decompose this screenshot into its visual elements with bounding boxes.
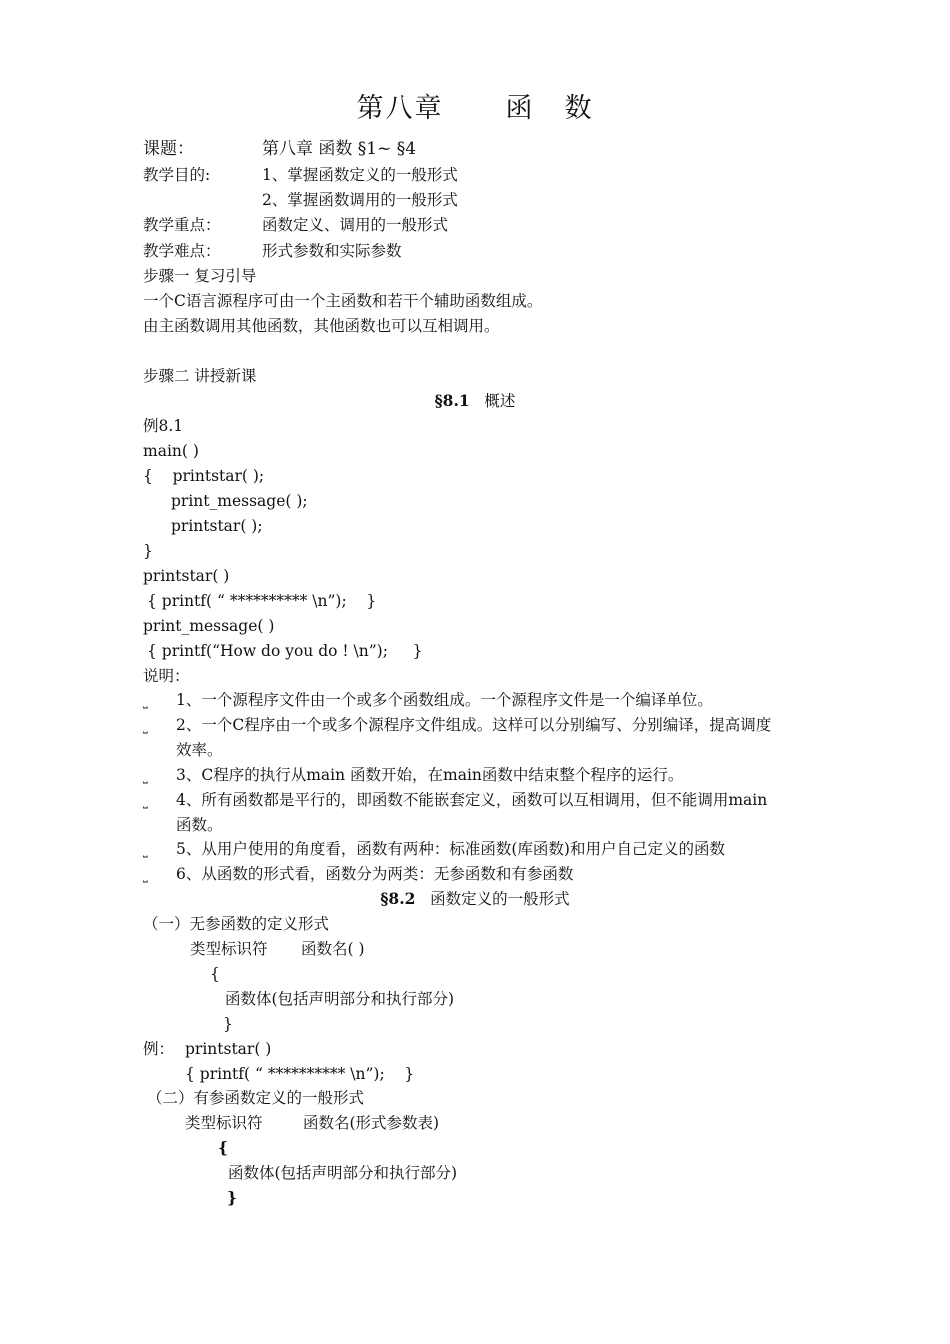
key-label: 教学重点： [143, 216, 221, 234]
form1-type: 类型标识符 [190, 940, 268, 958]
note-item-continued: 效率。 [176, 741, 223, 759]
goal-label: 教学目的: [143, 166, 211, 184]
code-line: main( ) [143, 442, 199, 460]
step2-heading: 步骤二 讲授新课 [143, 367, 257, 385]
note-item: 6、从函数的形式看，函数分为两类：无参函数和有参函数 [176, 865, 574, 883]
form2-heading: （二）有参函数定义的一般形式 [147, 1089, 365, 1107]
section-8-2-heading [0, 889, 950, 909]
form1-name: 函数名( ) [301, 940, 365, 958]
form1-heading: （一）无参函数的定义形式 [143, 915, 330, 933]
difficulty-label: 教学难点： [143, 242, 221, 260]
bullet-icon: ⎵ [143, 795, 148, 809]
chapter-title-part1: 第八章 [356, 93, 444, 124]
difficulty-value: 形式参数和实际参数 [262, 242, 402, 260]
section-8-1-number: §8.1 [434, 391, 470, 410]
step1-line2: 由主函数调用其他函数，其他函数也可以互相调用。 [143, 317, 500, 335]
code-line: { printstar( ); [143, 467, 265, 485]
bullet-icon: ⎵ [143, 869, 148, 883]
step1-line1: 一个C语言源程序可由一个主函数和若干个辅助函数组成。 [143, 292, 543, 310]
code-line: printstar( ); [171, 517, 263, 535]
example2-label: 例： [143, 1040, 175, 1058]
code-line: printstar( ) [143, 567, 230, 585]
bullet-icon: ⎵ [143, 770, 148, 784]
form2-body: 函数体(包括声明部分和执行部分) [228, 1164, 458, 1182]
section-8-1-name: 概述 [484, 392, 516, 410]
section-8-2-number: §8.2 [380, 889, 416, 908]
note-item: 3、C程序的执行从main 函数开始，在main函数中结束整个程序的运行。 [176, 766, 684, 784]
topic-label: 课题： [143, 139, 194, 159]
form1-close-brace: } [223, 1015, 233, 1033]
form2-name: 函数名(形式参数表) [303, 1114, 440, 1132]
chapter-title-part3: 数 [564, 93, 594, 124]
topic-value: 第八章 函数 §1~ §4 [262, 139, 417, 159]
form2-type: 类型标识符 [185, 1114, 263, 1132]
note-item-continued: 函数。 [176, 816, 223, 834]
example2-line1: printstar( ) [185, 1040, 272, 1058]
bullet-icon: ⎵ [143, 844, 148, 858]
goal-item-2: 2、掌握函数调用的一般形式 [262, 191, 458, 209]
chapter-title [0, 86, 950, 125]
note-item: 1、一个源程序文件由一个或多个函数组成。一个源程序文件是一个编译单位。 [176, 691, 713, 709]
code-line: print_message( ) [143, 617, 275, 635]
form2-open-brace: { [218, 1138, 228, 1157]
notes-label: 说明： [143, 667, 190, 685]
section-8-2-name: 函数定义的一般形式 [430, 890, 570, 908]
note-item: 5、从用户使用的角度看，函数有两种：标准函数(库函数)和用户自己定义的函数 [176, 840, 725, 858]
code-line: print_message( ); [171, 492, 308, 510]
key-value: 函数定义、调用的一般形式 [262, 216, 449, 234]
example2-line2: { printf( “ ********** \n”); } [185, 1065, 415, 1083]
code-line: { printf( “ ********** \n”); } [147, 592, 377, 610]
note-item: 2、一个C程序由一个或多个源程序文件组成。这样可以分别编写、分别编译，提高调度 [176, 716, 772, 734]
goal-item-1: 1、掌握函数定义的一般形式 [262, 166, 458, 184]
form1-body: 函数体(包括声明部分和执行部分) [225, 990, 455, 1008]
section-8-1-heading [0, 391, 950, 411]
form2-close-brace: } [227, 1188, 237, 1207]
bullet-icon: ⎵ [143, 720, 148, 734]
code-line: { printf(“How do you do ! \n”); } [147, 642, 423, 660]
example-8-1-label: 例8.1 [143, 417, 184, 435]
chapter-title-part2: 函 [505, 93, 535, 124]
form1-open-brace: { [210, 965, 220, 983]
step1-heading: 步骤一 复习引导 [143, 267, 257, 285]
code-line: } [143, 542, 153, 560]
note-item: 4、所有函数都是平行的，即函数不能嵌套定义，函数可以互相调用，但不能调用main [176, 791, 768, 809]
bullet-icon: ⎵ [143, 695, 148, 709]
